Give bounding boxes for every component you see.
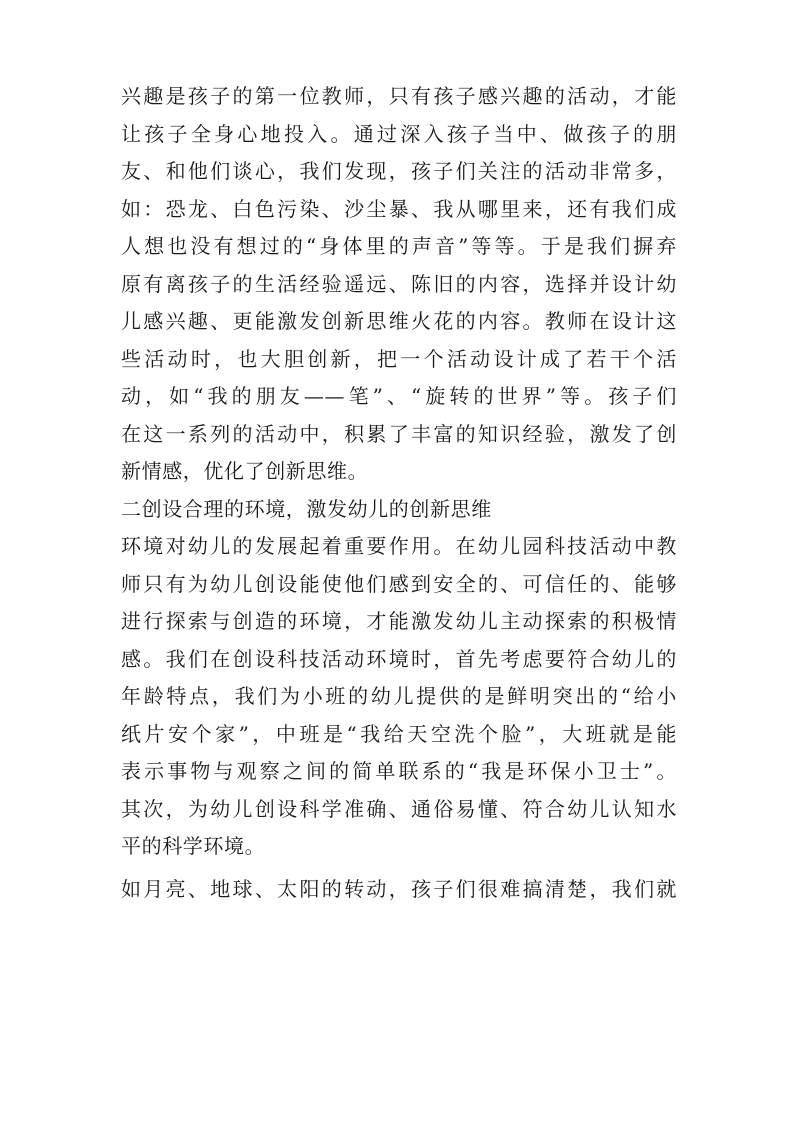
text-line: 友、和他们谈心，我们发现，孩子们关注的活动非常多， — [121, 159, 677, 183]
paragraph-environment — [121, 528, 677, 866]
text-line: 进行探索与创造的环境，才能激发幼儿主动探索的积极情 — [121, 609, 677, 633]
text-line: 师只有为幼儿创设能使他们感到安全的、可信任的、能够 — [121, 571, 677, 596]
text-line: 儿感兴趣、更能激发创新思维火花的内容。教师在设计这 — [121, 309, 677, 333]
paragraph-interest — [121, 78, 677, 491]
document-body — [121, 78, 677, 908]
text-line: 平的科学环境。 — [121, 834, 266, 858]
text-line: 年龄特点，我们为小班的幼儿提供的是鲜明突出的“给小 — [121, 684, 677, 708]
text-line: 动，如“我的朋友——笔”、“旋转的世界”等。孩子们 — [121, 384, 677, 408]
text-line: 些活动时，也大胆创新，把一个活动设计成了若干个活 — [121, 346, 677, 371]
text-line: 表示事物与观察之间的简单联系的“我是环保小卫士”。 — [121, 759, 677, 783]
text-line: 原有离孩子的生活经验遥远、陈旧的内容，选择并设计幼 — [121, 271, 677, 296]
text-line: 人想也没有想过的“身体里的声音”等等。于是我们摒弃 — [121, 234, 677, 258]
text-line: 感。我们在创设科技活动环境时，首先考虑要符合幼儿的 — [121, 646, 677, 671]
text-line: 如月亮、地球、太阳的转动，孩子们很难搞清楚，我们就 — [121, 876, 677, 901]
text-line: 让孩子全身心地投入。通过深入孩子当中、做孩子的朋 — [121, 121, 677, 146]
text-line: 环境对幼儿的发展起着重要作用。在幼儿园科技活动中教 — [121, 534, 677, 558]
text-line: 兴趣是孩子的第一位教师，只有孩子感兴趣的活动，才能 — [121, 84, 677, 108]
section-heading: 二创设合理的环境，激发幼儿的创新思维 — [121, 496, 492, 521]
text-line: 新情感，优化了创新思维。 — [121, 459, 369, 483]
paragraph-example — [121, 871, 677, 909]
text-line: 如：恐龙、白色污染、沙尘暴、我从哪里来，还有我们成 — [121, 196, 677, 221]
text-line: 在这一系列的活动中，积累了丰富的知识经验，激发了创 — [121, 421, 677, 446]
text-line: 其次，为幼儿创设科学准确、通俗易懂、符合幼儿认知水 — [121, 796, 677, 821]
text-line: 纸片安个家”，中班是“我给天空洗个脸”，大班就是能 — [121, 721, 677, 746]
